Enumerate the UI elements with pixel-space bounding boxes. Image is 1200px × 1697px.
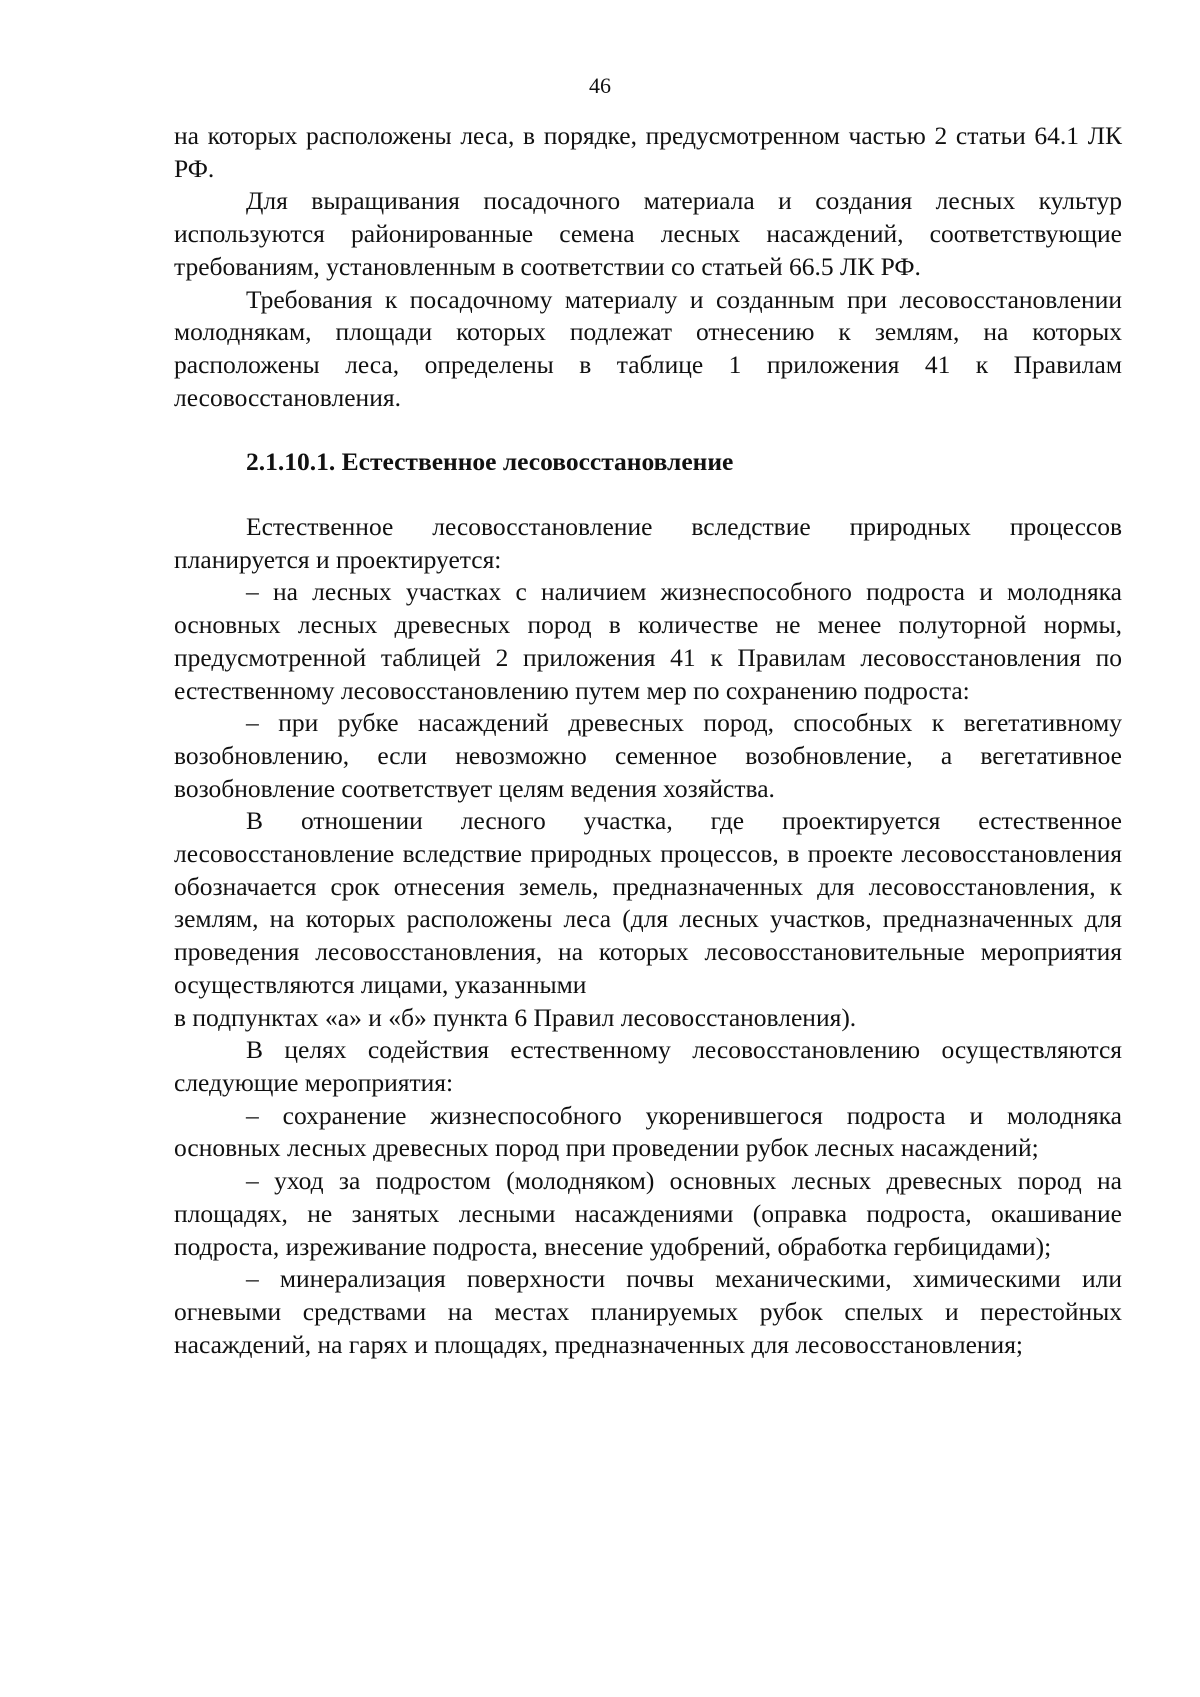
list-item-vegetative: – при рубке насаждений древесных пород, способных к вегетативному возобновлению, если невозможно семенное возобновление, а вегетативное возобновление соответствует целям ведения хозяйства. xyxy=(174,708,1122,803)
document-body xyxy=(174,120,1122,1361)
list-item-preservation: – сохранение жизнеспособного укоренившегося подроста и молодняка основных лесных древесных пород при проведении рубок лесных насаждений; xyxy=(174,1100,1122,1163)
page-number: 46 xyxy=(589,73,611,98)
section-heading: 2.1.10.1. Естественное лесовосстановление xyxy=(246,447,734,477)
list-item-care: – уход за подростом (молодняком) основных лесных древесных пород на площадях, не занятых лесными насаждениями (оправка подроста, окашивание подроста, изреживание подроста, внесение удобрений, обработка гербицидами); xyxy=(174,1166,1122,1261)
spacer xyxy=(174,414,1122,446)
spacer xyxy=(174,479,1122,511)
list-item-mineralization: – минерализация поверхности почвы механическими, химическими или огневыми средствами на местах планируемых рубок спелых и перестойных насаждений, на гарях и площадях, предназначенных для лесовосстановления; xyxy=(174,1264,1122,1359)
paragraph-seeds: Для выращивания посадочного материала и создания лесных культур используются районированные семена лесных насаждений, соответствующие требованиям, установленным в соответствии со статьей 66.5 ЛК РФ. xyxy=(174,186,1122,281)
paragraph-measures-intro: В целях содействия естественному лесовосстановлению осуществляются следующие мероприятия: xyxy=(174,1035,1122,1097)
paragraph-land-term: В отношении лесного участка, где проектируется естественное лесовосстановление вследствие природных процессов, в проекте лесовосстановления обозначается срок отнесения земель, предназначенных для лесовосстановления, к землям, на которых расположены леса (для лесных участков, предназначенных для проведения лесовосстановления, на которых лесовосстановительные мероприятия осуществляются лицами, указанными xyxy=(174,806,1122,999)
paragraph-land-term-end: в подпунктах «а» и «б» пункта 6 Правил лесовосстановления). xyxy=(174,1002,857,1032)
paragraph-natural-intro: Естественное лесовосстановление вследствие природных процессов планируется и проектируется: xyxy=(174,512,1122,574)
paragraph-continuation: на которых расположены леса, в порядке, предусмотренном частью 2 статьи 64.1 ЛК РФ. xyxy=(174,121,1122,183)
paragraph-requirements: Требования к посадочному материалу и созданным при лесовосстановлении молоднякам, площади которых подлежат отнесению к землям, на которых расположены леса, определены в таблице 1 приложения 41 к Правилам лесовосстановления. xyxy=(174,284,1122,412)
list-item-undergrowth: – на лесных участках с наличием жизнеспособного подроста и молодняка основных лесных древесных пород в количестве не менее полуторной нормы, предусмотренной таблицей 2 приложения 41 к Правилам лесовосстановления по естественному лесовосстановлению путем мер по сохранению подроста: xyxy=(174,577,1122,705)
